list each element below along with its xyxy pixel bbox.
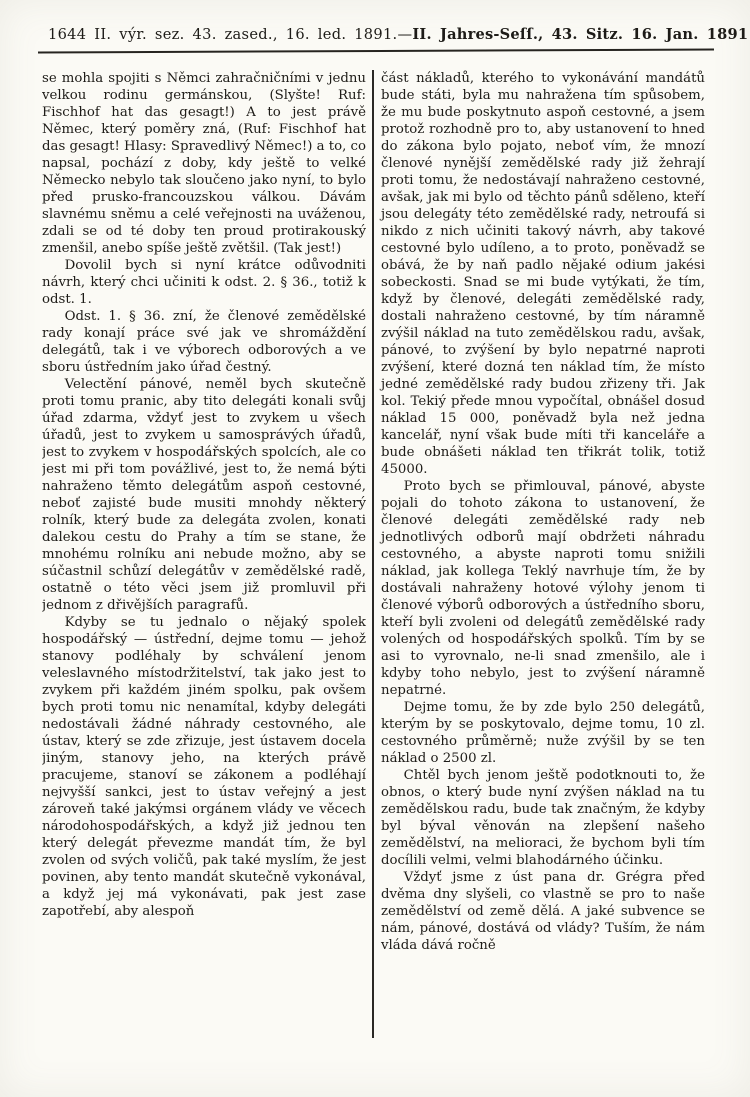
paragraph: část nákladů, kterého to vykonávání mandátů bude státi, byla mu nahražena tím spůsobem, že mu bude poskytnuto aspoň cestovné, a jsem protož rozhodně pro to, aby ustanovení to hned do zákona bylo pojato, neboť vím, že mnozí členové nynější zemědělské rady již žehrají proti tomu, že nedostávají nahraženo cestovné, avšak, jak mi bylo od těchto pánů sděleno, kteří jsou delegáty této zemědělské rady, netroufá si nikdo z nich učiniti takový návrh, aby takové cestovné bylo udíleno, a to proto, poněvadž se obává, že by naň padlo nějaké odium jakési sobeckosti. Snad se mi bude vytýkati, že tím, když by členové, delegáti zemědělské rady, dostali nahraženo cestovné, by tím náramně zvýšil náklad na tuto zemědělskou radu, avšak, pánové, to zvýšení by bylo nepatrné naproti zvýšení, které dozná ten náklad tím, že místo jedné zemědělské rady budou zřizeny tři. Jak kol. Tekiý přede mnou vypočítal, obnášel dosud náklad 15 000, poněvadž byla než jedna kancelář, nyní však bude míti tři kanceláře a bude obnášeti náklad ten třikrát tolik, totiž 45000. [381, 71, 705, 477]
paragraph: Vždyť jsme z úst pana dr. Grégra před dvěma dny slyšeli, co vlastně se pro to naše zemědělství od země dělá. A jaké subvence se nám, pánové, dostává od vlády? Tuším, že nám vláda dává ročně [381, 870, 705, 953]
paragraph: Dovolil bych si nyní krátce odůvodniti návrh, který chci učiniti k odst. 2. § 36., totiž k odst. 1. [42, 258, 366, 307]
paragraph: Chtěl bych jenom ještě podotknouti to, že obnos, o který bude nyní zvýšen náklad na tu zemědělskou radu, bude tak značným, že kdyby byl býval věnován na zlepšení našeho zemědělství, na melioraci, že bychom byli tím docílili velmi, velmi blahodárného účinku. [381, 768, 705, 868]
paragraph: se mohla spojiti s Němci zahračničními v jednu velkou rodinu germánskou, (Slyšte! Ruf: Fischhof hat das gesagt!) A to jest právě Němec, který poměry zná, (Ruf: Fischhof hat das gesagt! Hlasy: Spravedlivý Němec!) a to, co napsal, pochází z doby, kdy ještě to velké Německo nebylo tak sloučeno jako nyní, to bylo před prusko-francouzskou válkou. Dávám slavnému sněmu a celé veřejnosti na uváženou, zdali se od té doby ten proud protirakouský zmenšil, anebo spíše ještě zvětšil. (Tak jest!) [42, 71, 367, 256]
header-date-czech: 1644 II. výr. sez. 43. zased., 16. led. 1891. [48, 26, 398, 43]
text-columns [42, 70, 714, 1050]
header-separator: — [397, 26, 413, 43]
paragraph: Odst. 1. § 36. zní, že členové zemědělské rady konají práce své jak ve shromáždění delegátů, tak i ve výborech odborových a ve sboru ústředním jako úřad čestný. [42, 309, 366, 375]
paragraph: Kdyby se tu jednalo o nějaký spolek hospodářský — ústřední, dejme tomu — jehož stanovy podléhaly by schválení jenom veleslavného místodržitelství, tak jako jest to zvykem při každém jiném spolku, pak ovšem bych proti tomu nic nenamítal, kdyby delegáti nedostávali žádné náhrady cestovného, ale ústav, který se zde zřizuje, jest ústavem docela jiným, stanovy jeho, na kterých právě pracujeme, stanoví se zákonem a podléhají nejvyšší sankci, jest to ústav veřejný a jest zároveň také jakýmsi orgánem vlády ve věcech národohospodářských, a když již jednou ten který delegát převezme mandát tím, že byl zvolen od svých voličů, pak také myslím, že jest povinen, aby tento mandát skutečně vykonával, a když jej má vykonávati, pak jest zase zapotřebí, aby alespoň [42, 615, 366, 919]
paragraph: Velectění pánové, neměl bych skutečně proti tomu pranic, aby tito delegáti konali svůj úřad zdarma, vždyť jest to zvykem u všech úřadů, jest to zvykem u samosprávých úřadů, jest to zvykem v hospodářských spolcích, ale co jest mi při tom povážlivé, jest to, že nemá býti nahraženo těmto delegátům aspoň cestovné, neboť zajisté bude musiti mnohdy některý rolník, který bude za delegáta zvolen, konati dalekou cestu do Prahy a tím se stane, že mnohému rolníku ani nebude možno, aby se súčastnil schůzí delegátův v zemědělské radě, ostatně o této věci jsem již promluvil při jednom z dřivějších paragrafů. [42, 377, 366, 613]
header-date-german: II. Jahres-Seſſ., 43. Sitz. 16. Jan. 1891 [412, 26, 749, 43]
running-header [48, 26, 749, 43]
paragraph: Dejme tomu, že by zde bylo 250 delegátů, kterým by se poskytovalo, dejme tomu, 10 zl. cestovného průměrně; nuže zvýšil by se ten náklad o 2500 zl. [381, 700, 705, 766]
header-rule [38, 49, 714, 54]
paragraph: Proto bych se přimlouval, pánové, abyste pojali do tohoto zákona to ustanovení, že členové delegáti zemědělské rady neb jednotlivých odborů mají obdržeti náhradu cestovného, a abyste naproti tomu snižili náklad, jak kollega Teklý navrhuje tím, že by dostávali nahraženy hotové výlohy jenom ti členové výborů odborových a ústředního sboru, kteří byli zvoleni od delegátů zemědělské rady volených od hospodářských spolků. Tím by se asi to vyrovnalo, ne-li snad zmenšilo, ale i kdyby toho nebylo, jest to zvýšení náramně nepatrné. [381, 479, 705, 698]
text-column-right [374, 70, 705, 1050]
text-column-left [42, 70, 372, 1050]
